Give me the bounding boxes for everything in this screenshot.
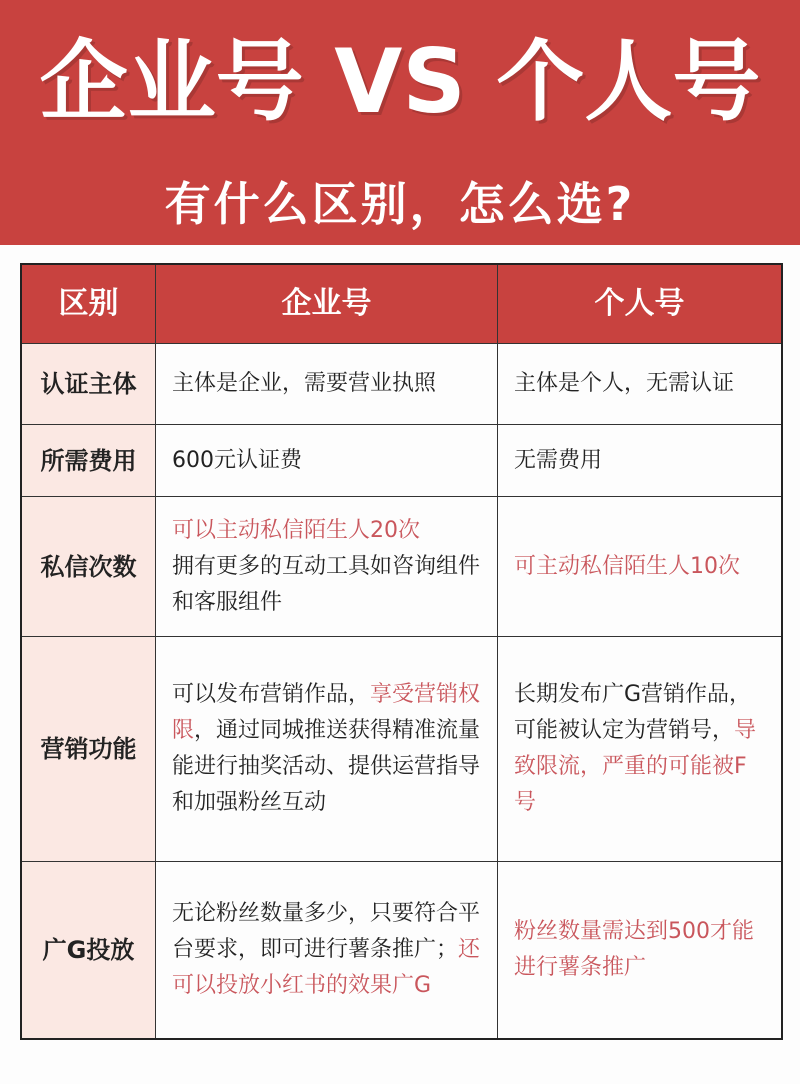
cell-highlight-text: 可主动私信陌生人10次	[514, 553, 740, 579]
header-banner	[0, 0, 800, 245]
enterprise-cell	[156, 637, 498, 862]
cell-text: 600元认证费	[172, 447, 302, 473]
page-title: 企业号 VS 个人号	[39, 30, 761, 133]
enterprise-cell	[156, 862, 498, 1038]
cell-text: 无需费用	[514, 447, 603, 473]
cell-text: 无论粉丝数量多少，只要符合平台要求，即可进行薯条推广；	[172, 901, 481, 962]
enterprise-cell	[156, 344, 498, 425]
personal-cell	[498, 344, 781, 425]
column-header-difference: 区别	[22, 265, 156, 344]
comparison-table	[20, 263, 783, 1040]
cell-highlight-text: 可以主动私信陌生人20次	[172, 517, 420, 543]
personal-cell	[498, 862, 781, 1038]
cell-text: 主体是企业，需要营业执照	[172, 371, 437, 396]
row-label-ads: 广G投放	[22, 862, 156, 1038]
column-header-enterprise: 企业号	[156, 265, 498, 344]
row-label-messages: 私信次数	[22, 497, 156, 637]
row-label-fee: 所需费用	[22, 425, 156, 497]
cell-highlight-text: 粉丝数量需达到500才能进行薯条推广	[514, 919, 754, 980]
personal-cell	[498, 637, 781, 862]
row-label-verification: 认证主体	[22, 344, 156, 425]
cell-text: 长期发布广G营销作品，可能被认定为营销号，	[514, 682, 752, 743]
cell-highlight-text: 享受营销权限	[172, 682, 481, 743]
enterprise-cell	[156, 425, 498, 497]
page-subtitle: 有什么区别，怎么选?	[164, 177, 636, 231]
personal-cell	[498, 425, 781, 497]
cell-text: 可以发布营销作品，	[172, 682, 371, 707]
cell-highlight-text: 导致限流，严重的可能被F号	[514, 718, 757, 815]
cell-highlight-text: 还可以投放小红书的效果广G	[172, 937, 481, 998]
cell-text: 能进行抽奖活动、提供运营指导和加强粉丝互动	[172, 754, 481, 815]
cell-text: ，通过同城推送获得精准流量	[194, 718, 481, 743]
cell-text: 主体是个人，无需认证	[514, 371, 735, 396]
enterprise-cell	[156, 497, 498, 637]
personal-cell	[498, 497, 781, 637]
cell-text: 拥有更多的互动工具如咨询组件和客服组件	[172, 553, 481, 615]
row-label-marketing: 营销功能	[22, 637, 156, 862]
column-header-personal: 个人号	[498, 265, 781, 344]
